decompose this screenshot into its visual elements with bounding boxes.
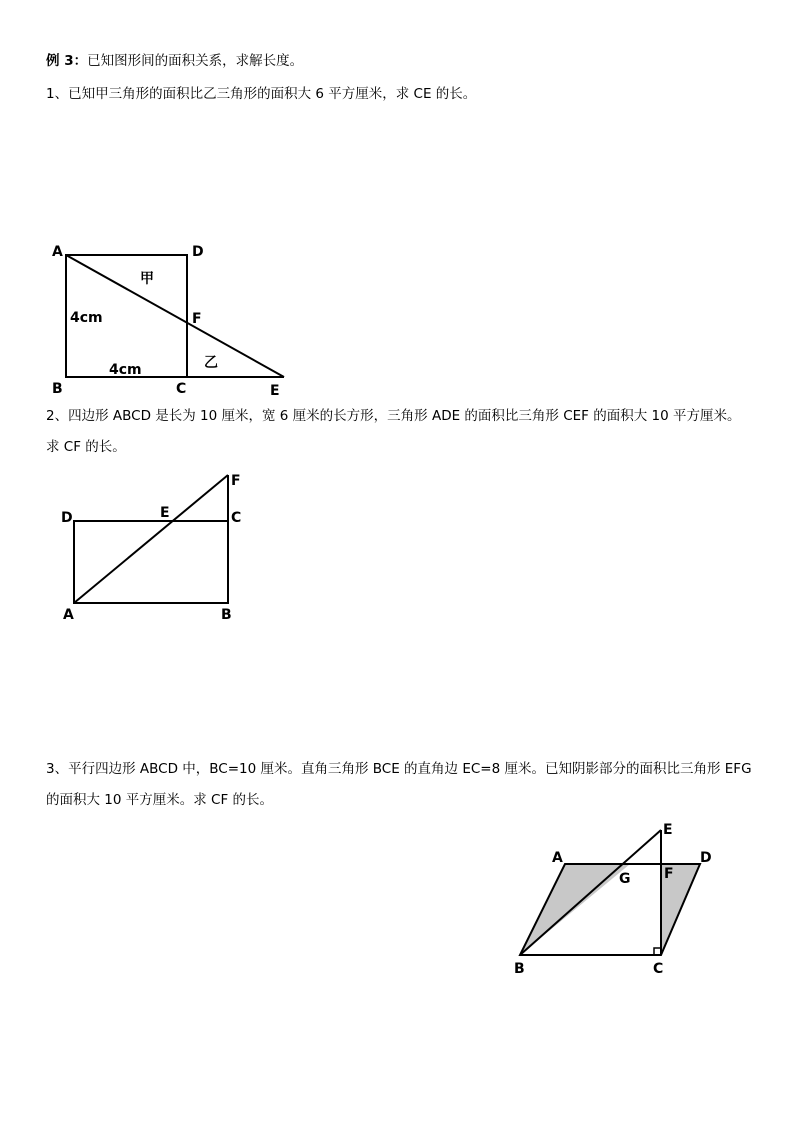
figure-1-label-e: E xyxy=(270,383,280,399)
example-title: 已知图形间的面积关系，求解长度。 xyxy=(87,53,304,69)
figure-2-label-b: B xyxy=(221,607,232,623)
figure-2-label-d: D xyxy=(61,510,73,526)
problem-1-text: 1、已知甲三角形的面积比乙三角形的面积大 6 平方厘米，求 CE 的长。 xyxy=(46,86,477,102)
figure-3-label-b: B xyxy=(514,961,525,977)
problem-3-text-line1: 3、平行四边形 ABCD 中，BC=10 厘米。直角三角形 BCE 的直角边 EC=8 厘米。已知阴影部分的面积比三角形 EFG xyxy=(46,761,752,777)
figure-1-region-yi: 乙 xyxy=(204,355,218,371)
figure-1-label-a: A xyxy=(52,244,63,260)
figure-2-segment-af xyxy=(74,475,228,603)
figure-1-label-d: D xyxy=(192,244,204,260)
problem-2-text-line1: 2、四边形 ABCD 是长为 10 厘米，宽 6 厘米的长方形，三角形 ADE 的面积比三角形 CEF 的面积大 10 平方厘米。 xyxy=(46,408,741,424)
figure-1-side-ab: 4cm xyxy=(70,310,103,326)
figure-2-rectangle xyxy=(74,521,228,603)
example-label: 例 3： xyxy=(46,53,88,69)
figure-3-label-c: C xyxy=(653,961,664,977)
figure-2-label-c: C xyxy=(231,510,242,526)
figure-1-side-bc: 4cm xyxy=(109,362,142,378)
figure-1-region-jia: 甲 xyxy=(140,271,154,287)
figure-3-label-f: F xyxy=(664,866,674,882)
figure-1-label-f: F xyxy=(192,311,202,327)
figure-3-label-d: D xyxy=(700,850,712,866)
problem-2-text-line2: 求 CF 的长。 xyxy=(46,439,126,455)
figure-3-label-a: A xyxy=(552,850,563,866)
problem-3-text-line2: 的面积大 10 平方厘米。求 CF 的长。 xyxy=(46,792,274,808)
figure-2-label-e: E xyxy=(160,505,170,521)
figure-1-label-b: B xyxy=(52,381,63,397)
figure-3 xyxy=(520,830,700,955)
figure-3-label-g: G xyxy=(619,871,631,887)
figure-1-label-c: C xyxy=(176,381,187,397)
figure-3-label-e: E xyxy=(663,822,673,838)
figure-2-label-f: F xyxy=(231,473,241,489)
figure-2-label-a: A xyxy=(63,607,74,623)
figure-3-right-angle-mark xyxy=(654,948,661,955)
figure-2 xyxy=(74,475,228,603)
figure-3-segment-be xyxy=(520,830,661,955)
